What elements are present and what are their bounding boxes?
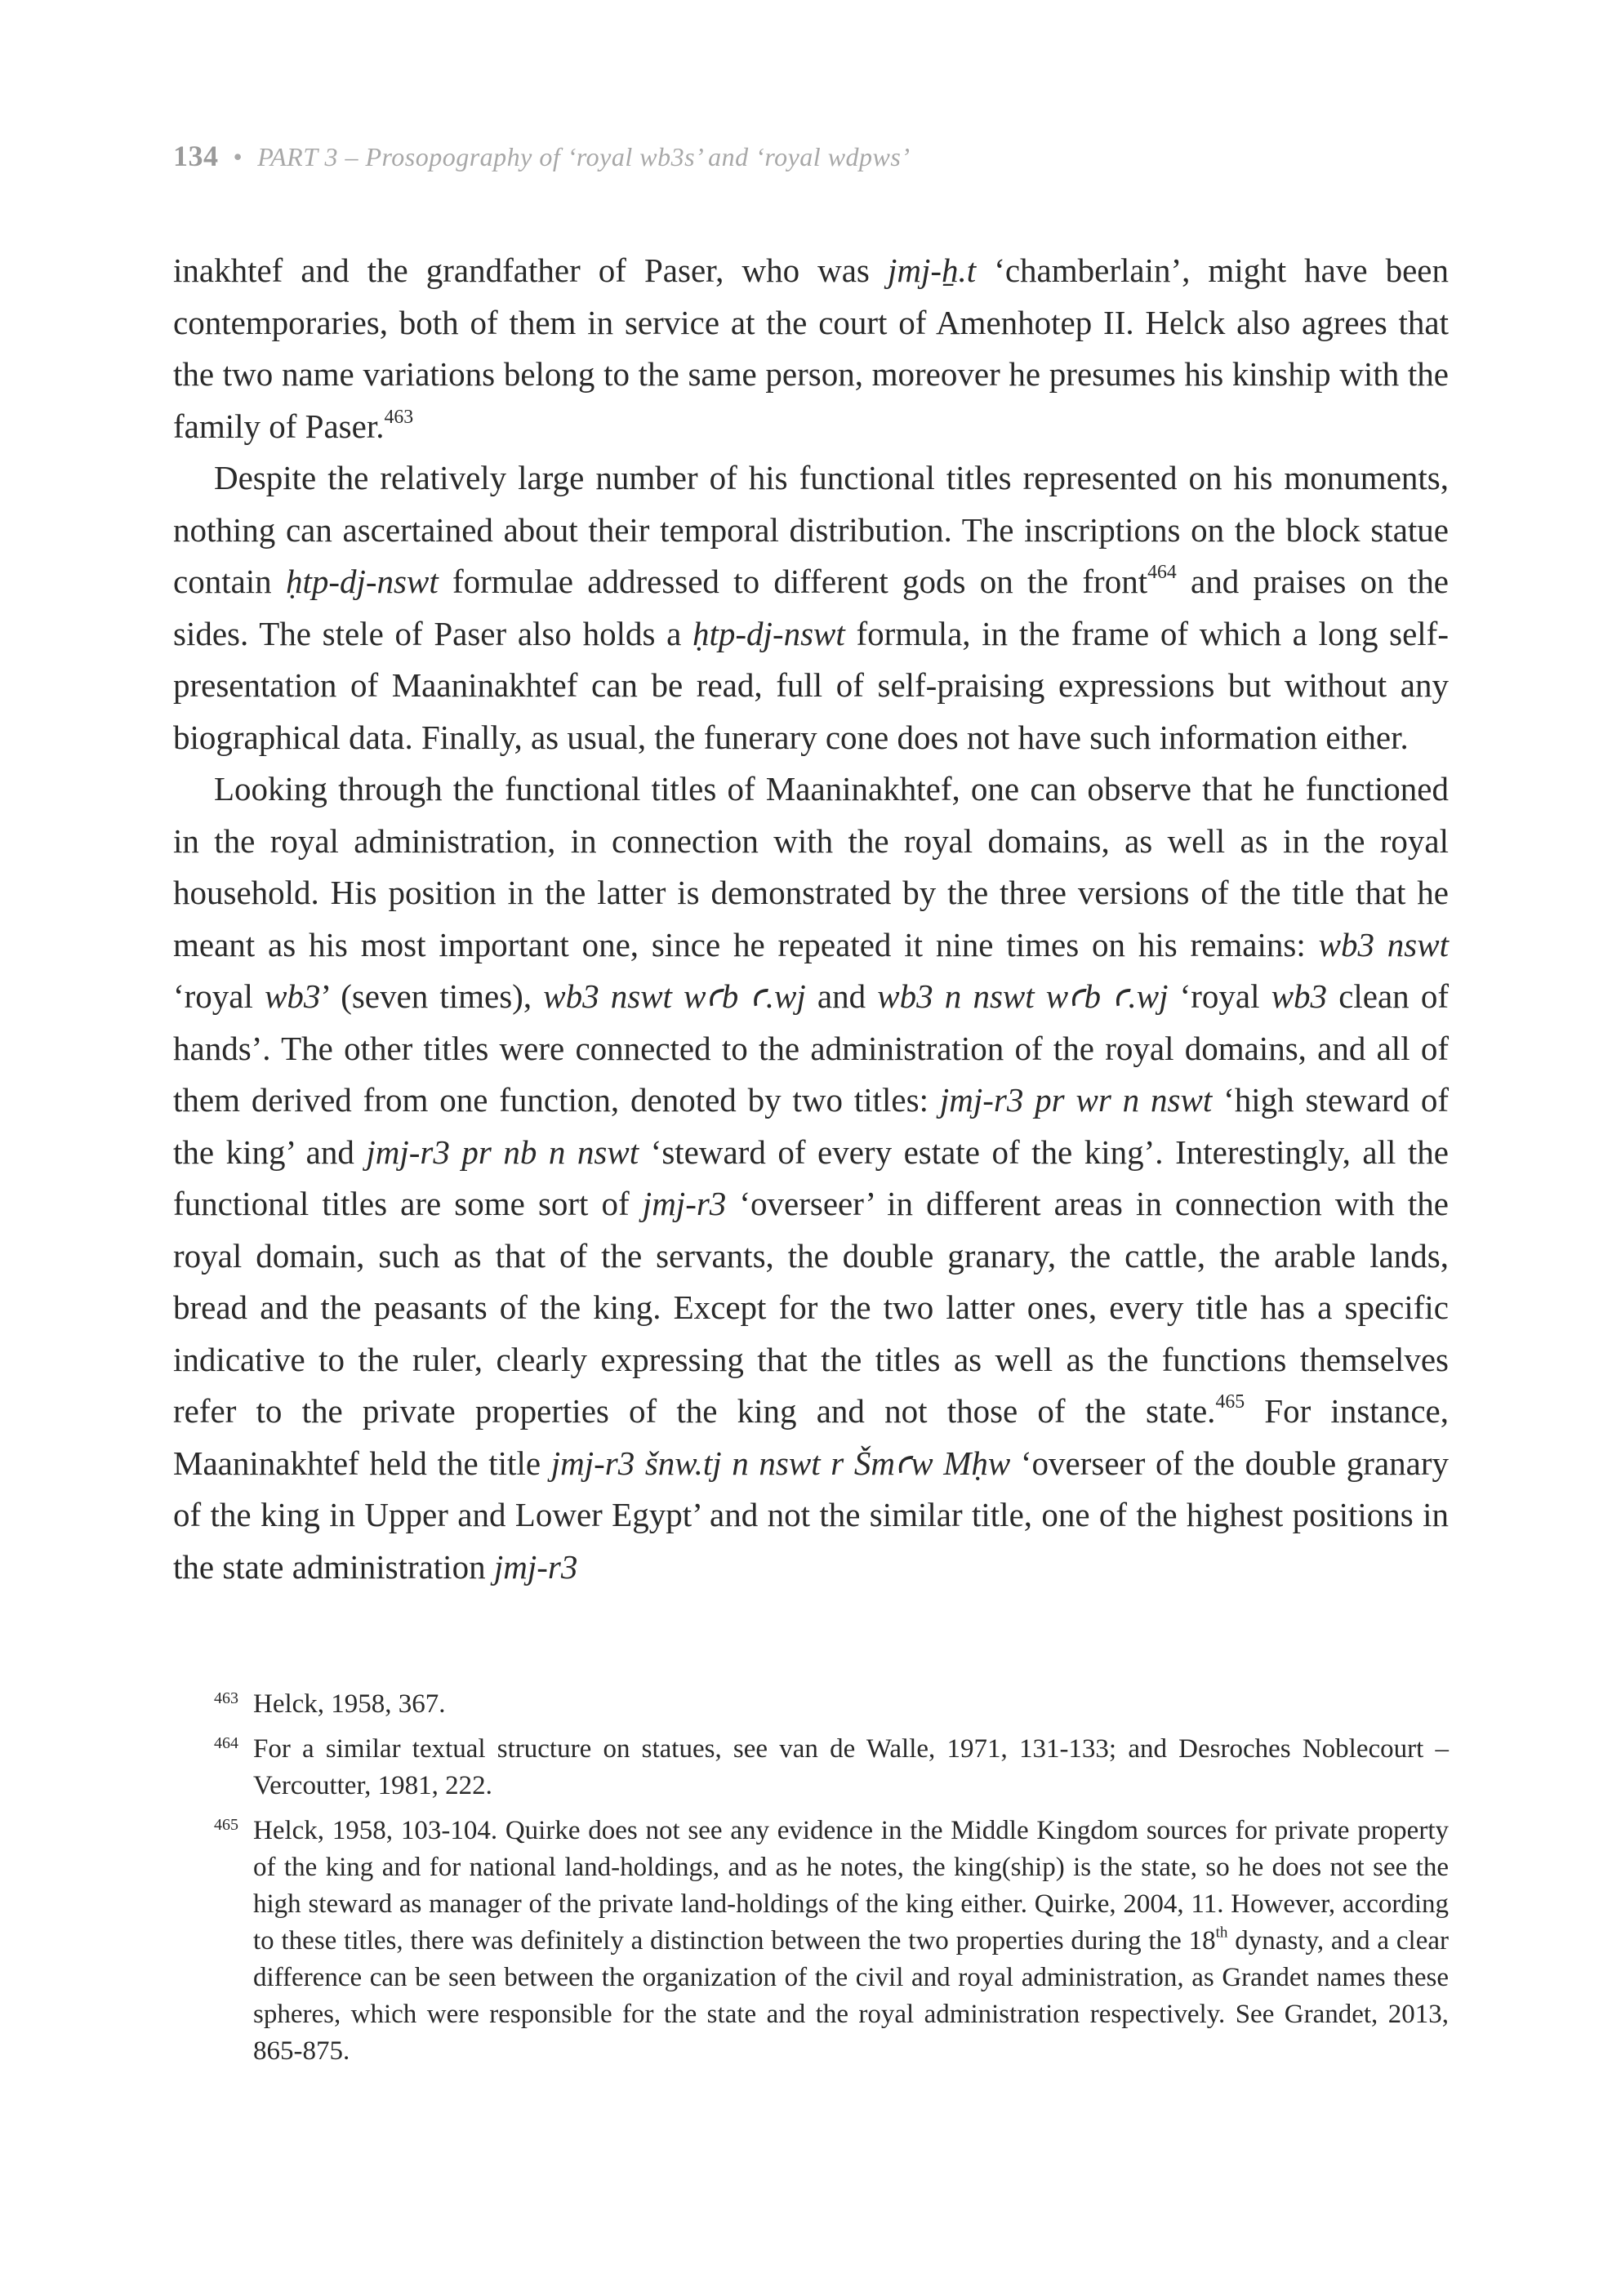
text-run: ‘overseer’ in different areas in connection with the royal domain, such as that of the servants, the double granary, the cattle, the arable lands, bread and the peasants of the king. Except for the two latter ones, every title has a specific indicative to the ruler, clearly expressing that the titles as well as the functions themselves refer to the private properties of the king and not those of the state.	[173, 1185, 1449, 1430]
page-number: 134	[173, 140, 219, 172]
transliteration: wb3 n nswt wꜥb ꜥ.wj	[877, 977, 1169, 1015]
text-run: inakhtef and the grandfather of Paser, who was	[173, 251, 888, 289]
text-run: ‘high steward of the king’ and	[173, 1081, 1449, 1171]
transliteration: wb3	[1271, 977, 1328, 1015]
transliteration: jmj-r3	[493, 1547, 578, 1586]
text-run: and praises on the sides. The stele of Paser also holds a	[173, 563, 1449, 652]
transliteration: jmj-r3 šnw.tj n nswt r Šmꜥw Mḥw	[550, 1444, 1011, 1482]
transliteration: wb3	[265, 977, 321, 1015]
footnotes	[173, 1686, 1449, 2078]
text-run: ‘royal	[173, 977, 265, 1015]
text-run: formulae addressed to different gods on the front	[438, 563, 1148, 600]
text-run: ‘overseer of the double granary of the king in Upper and Lower Egypt’ and not the similar title, one of the highest positions in the state administration	[173, 1444, 1450, 1586]
transliteration: jmj-ẖ.t	[887, 251, 977, 289]
text-run: and	[805, 977, 878, 1015]
transliteration: ḥtp-dj-nswt	[692, 614, 845, 652]
body-paragraph	[173, 245, 1449, 452]
main-text	[173, 245, 1449, 1593]
header-bullet: •	[233, 142, 243, 171]
footnote-text: Helck, 1958, 367.	[253, 1689, 446, 1719]
transliteration: jmj-r3 pr wr n nswt	[939, 1081, 1213, 1119]
running-header	[173, 139, 910, 173]
text-run: ‘steward of every estate of the king’. Interestingly, all the functional titles are some sort of	[173, 1132, 1450, 1222]
body-paragraph	[173, 452, 1449, 763]
footnote-text	[253, 1816, 1449, 2066]
footnote-text: For a similar textual structure on statues, see van de Walle, 1971, 131-133; and Desroches Noblecourt – Vercoutter, 1981, 222.	[253, 1734, 1449, 1800]
text-run: Despite the relatively large number of his functional titles represented on his monuments, nothing can ascertained about their temporal distribution. The inscriptions on the block statue contain	[173, 459, 1449, 600]
footnote	[173, 1686, 1449, 1723]
transliteration: jmj-r3 pr nb n nswt	[366, 1132, 639, 1171]
running-title: PART 3 – Prosopography of ‘royal wb3s’ and ‘royal wdpws’	[257, 142, 911, 171]
transliteration: wb3 nswt	[1318, 925, 1449, 963]
text-run: ‘royal	[1168, 977, 1271, 1015]
footnote-number: 463	[214, 1689, 238, 1707]
text-run: ‘chamberlain’, might have been contemporaries, both of them in service at the court of Amenhotep II. Helck also agrees that the two name variations belong to the same person, moreover he presumes his kinship with the family of Paser.	[173, 251, 1449, 445]
footnote-ref: 465	[1215, 1391, 1245, 1413]
footnote-ref: 463	[384, 406, 414, 428]
footnote-ref: 464	[1147, 562, 1177, 584]
footnote-number: 464	[214, 1734, 238, 1752]
footnote	[173, 1731, 1449, 1804]
text-run: ’ (seven times),	[320, 977, 544, 1015]
text-run: formula, in the frame of which a long self-presentation of Maaninakhtef can be read, full of self-praising expressions but without any biographical data. Finally, as usual, the funerary cone does not have such information either.	[173, 614, 1449, 756]
transliteration: jmj-r3	[642, 1185, 727, 1222]
footnote	[173, 1813, 1449, 2070]
text-run: Helck, 1958, 103-104. Quirke does not see any evidence in the Middle Kingdom sources for private property of the king and for national land-holdings, and as he notes, the king(ship) is the state, so he does not see the high steward as manager of the private land-holdings of the king either. Quirke, 2004, 11. However, according to these titles, there was definitely a distinction between the two properties during the 18	[253, 1816, 1449, 1956]
text-run: clean of hands’. The other titles were connected to the administration of the royal domains, and all of them derived from one function, denoted by two titles:	[173, 977, 1449, 1119]
footnote-ref: th	[1215, 1924, 1228, 1942]
transliteration: wb3 nswt wꜥb ꜥ.wj	[543, 977, 806, 1015]
text-run: For instance, Maaninakhtef held the title	[173, 1392, 1450, 1482]
text-run: dynasty, and a clear difference can be seen between the organization of the civil and royal administration, as Grandet names these spheres, which were responsible for the state and the royal administration respectively. See Grandet, 2013, 865-875.	[253, 1926, 1449, 2066]
text-run: Looking through the functional titles of Maaninakhtef, one can observe that he functioned in the royal administration, in connection with the royal domains, as well as in the royal household. His position in the latter is demonstrated by the three versions of the title that he meant as his most important one, since he repeated it nine times on his remains:	[173, 770, 1449, 963]
transliteration: ḥtp-dj-nswt	[285, 563, 439, 600]
body-paragraph	[173, 763, 1449, 1593]
footnote-number: 465	[214, 1816, 238, 1834]
